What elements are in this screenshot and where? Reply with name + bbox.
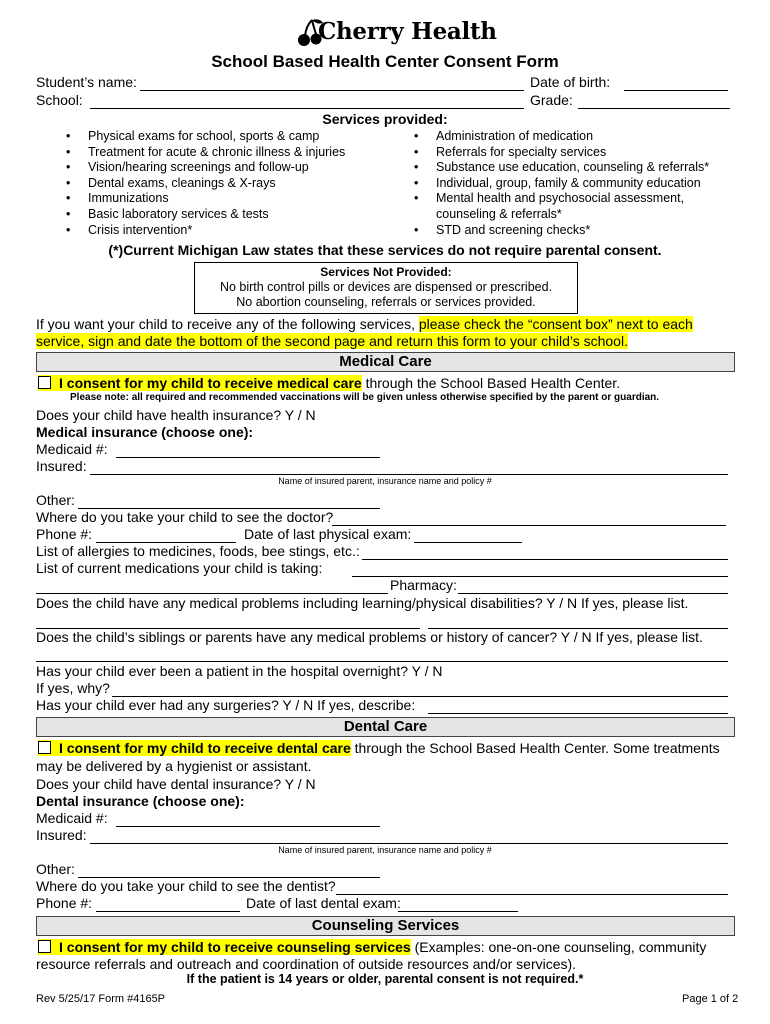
list-item: • Treatment for acute & chronic illness & injuries (64, 145, 345, 161)
dob-label: Date of birth: (530, 74, 611, 90)
other-label: Other: (36, 492, 75, 508)
surgery-field[interactable] (428, 713, 728, 714)
dental-consent-rest: through the School Based Health Center. Some treatments (354, 740, 720, 756)
family-history-question: Does the child’s siblings or parents have any medical problems or history of cancer? Y / N If yes, please list. (36, 629, 703, 645)
dental-last-exam-label: Date of last dental exam: (246, 895, 401, 911)
services-left-list (64, 129, 345, 238)
allergies-field[interactable] (362, 559, 728, 560)
list-item: • Crisis intervention* (64, 223, 345, 239)
dental-consent-highlight (38, 740, 351, 756)
page-number: Page 1 of 2 (682, 993, 739, 1005)
medical-insurance-heading: Medical insurance (choose one): (36, 424, 254, 440)
dental-medicaid-field[interactable] (116, 826, 380, 827)
student-name-label: Student’s name: (36, 74, 137, 90)
last-exam-field[interactable] (414, 542, 522, 543)
health-insurance-question: Does your child have health insurance? Y / N (36, 407, 316, 423)
student-name-field[interactable] (140, 90, 524, 91)
dob-field[interactable] (624, 90, 728, 91)
medical-care-header: Medical Care (36, 352, 735, 372)
instructions-line1 (36, 316, 693, 332)
list-item: • Physical exams for school, sports & camp (64, 129, 345, 145)
list-item: • Referrals for specialty services (412, 145, 709, 161)
medical-consent-checkbox[interactable] (38, 376, 51, 389)
dentist-question: Where do you take your child to see the dentist? (36, 878, 336, 894)
list-item: • Immunizations (64, 191, 345, 207)
counseling-consent-label: I consent for my child to receive counseling services (59, 939, 411, 955)
insured-caption: Name of insured parent, insurance name and policy # (278, 476, 492, 486)
counseling-consent-checkbox[interactable] (38, 940, 51, 953)
list-item: • Dental exams, cleanings & X-rays (64, 176, 345, 192)
list-item: • Individual, group, family & community education (412, 176, 709, 192)
medical-consent-line (38, 375, 620, 391)
services-right-list (412, 129, 709, 238)
pharmacy-label: Pharmacy: (390, 577, 457, 593)
dental-last-exam-field[interactable] (398, 911, 518, 912)
why-label: If yes, why? (36, 680, 110, 696)
grade-label: Grade: (530, 92, 573, 108)
not-provided-line1: No birth control pills or devices are dispensed or prescribed. (219, 280, 553, 294)
dental-consent-line (38, 740, 720, 756)
dental-insured-field[interactable] (90, 843, 728, 844)
dental-phone-label: Phone #: (36, 895, 93, 911)
medical-consent-label: I consent for my child to receive medical care (59, 375, 362, 391)
counseling-header: Counseling Services (36, 916, 735, 936)
pharmacy-field[interactable] (458, 593, 728, 594)
not-provided-line2: No abortion counseling, referrals or services provided. (236, 295, 536, 309)
age-note: If the patient is 14 years or older, parental consent is not required.* (186, 972, 584, 986)
medical-consent-highlight (38, 375, 362, 391)
family-history-field[interactable] (36, 661, 728, 662)
medicaid-label: Medicaid #: (36, 441, 108, 457)
doctor-question: Where do you take your child to see the doctor? (36, 509, 334, 525)
list-item: • STD and screening checks* (412, 223, 709, 239)
dental-phone-field[interactable] (96, 911, 240, 912)
surgery-question: Has your child ever had any surgeries? Y / N If yes, describe: (36, 697, 416, 713)
grade-field[interactable] (578, 108, 730, 109)
instructions-highlight: please check the “consent box” next to each (418, 316, 693, 332)
list-item: • Substance use education, counseling & referrals* (412, 160, 709, 176)
not-provided-heading: Services Not Provided: (320, 265, 452, 279)
insured-label: Insured: (36, 458, 87, 474)
list-item-continuation: counseling & referrals* (436, 206, 562, 221)
medical-consent-rest: through the School Based Health Center. (365, 375, 621, 391)
medical-problems-question: Does the child have any medical problems including learning/physical disabilities? Y / N If yes, please list. (36, 595, 689, 611)
insured-field[interactable] (90, 474, 728, 475)
law-note: (*)Current Michigan Law states that these services do not require parental consent. (108, 242, 662, 258)
allergies-label: List of allergies to medicines, foods, bee stings, etc.: (36, 543, 360, 559)
list-item: • Vision/hearing screenings and follow-up (64, 160, 345, 176)
medicaid-field[interactable] (116, 457, 380, 458)
dental-other-label: Other: (36, 861, 75, 877)
vaccination-note: Please note: all required and recommended vaccinations will be given unless otherwise specified by the parent or guardian. (70, 392, 660, 403)
dental-consent-checkbox[interactable] (38, 741, 51, 754)
counseling-consent-highlight (38, 939, 411, 955)
medications-label: List of current medications your child is taking: (36, 560, 323, 576)
dental-consent-label: I consent for my child to receive dental care (59, 740, 351, 756)
dental-insurance-heading: Dental insurance (choose one): (36, 793, 245, 809)
dental-insurance-question: Does your child have dental insurance? Y / N (36, 776, 316, 792)
counseling-consent-rest2: resource referrals and outreach and coordination of outside resources and/or services). (36, 956, 577, 972)
brand-name: Cherry Health (318, 18, 497, 45)
dental-care-header: Dental Care (36, 717, 735, 737)
phone-label: Phone #: (36, 526, 93, 542)
school-field[interactable] (90, 108, 524, 109)
school-label: School: (36, 92, 83, 108)
not-provided-box (194, 262, 578, 314)
counseling-consent-line (38, 939, 706, 955)
list-item: • Administration of medication (412, 129, 709, 145)
list-item: • Basic laboratory services & tests (64, 207, 345, 223)
form-title: School Based Health Center Consent Form (211, 52, 559, 71)
dental-insured-caption: Name of insured parent, insurance name and policy # (278, 845, 492, 855)
dental-insured-label: Insured: (36, 827, 87, 843)
dental-consent-rest2: may be delivered by a hygienist or assistant. (36, 758, 312, 774)
list-item: • Mental health and psychosocial assessment, (412, 191, 709, 207)
services-heading: Services provided: (322, 111, 448, 127)
last-exam-label: Date of last physical exam: (244, 526, 412, 542)
revision-label: Rev 5/25/17 Form #4165P (36, 993, 166, 1005)
hospital-question: Has your child ever been a patient in the hospital overnight? Y / N (36, 663, 443, 679)
instructions-plain: If you want your child to receive any of the following services, (36, 316, 415, 332)
instructions-line2: service, sign and date the bottom of the second page and return this form to your child’s school. (36, 333, 628, 349)
medications-field-2[interactable] (36, 593, 388, 594)
dental-medicaid-label: Medicaid #: (36, 810, 108, 826)
counseling-consent-rest: (Examples: one-on-one counseling, community (414, 939, 707, 955)
